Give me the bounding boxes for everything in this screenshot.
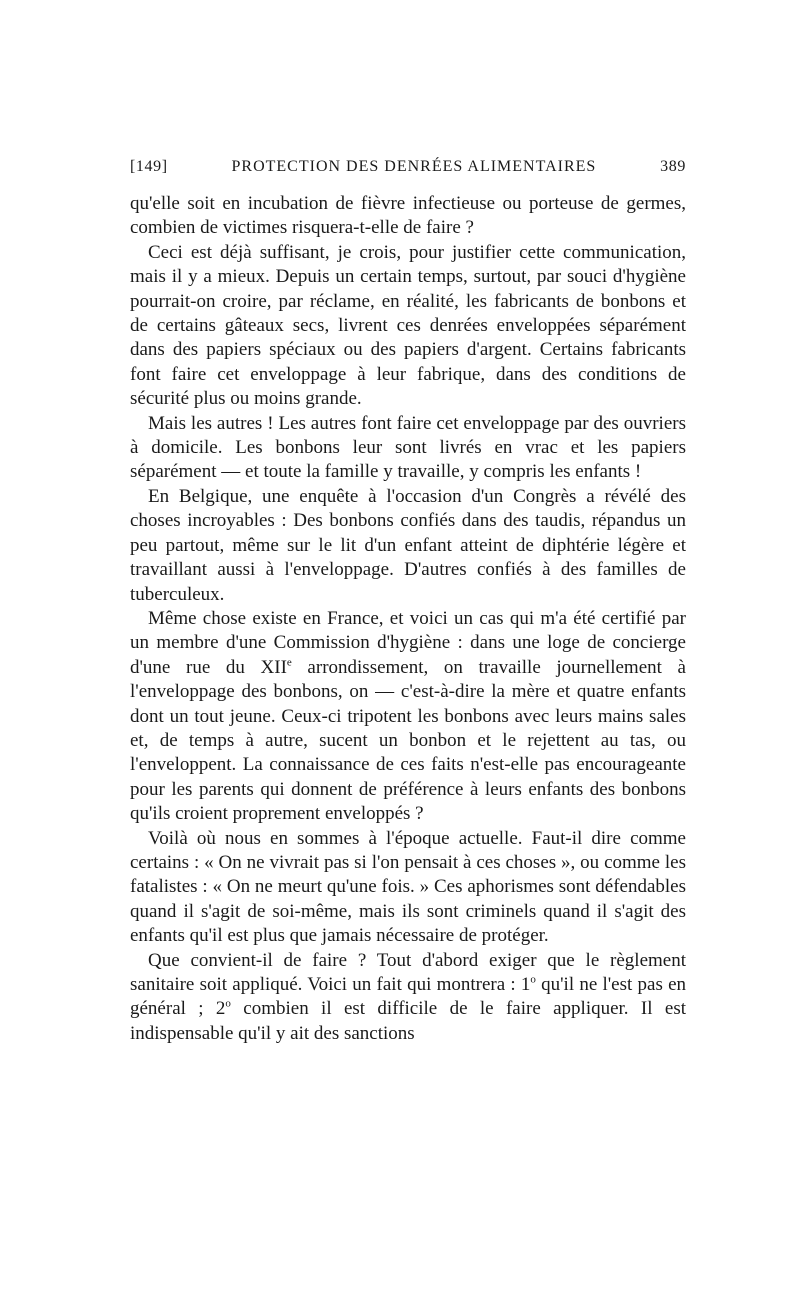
page-number: 389 xyxy=(660,158,686,175)
paragraph-5-part-1: Même chose existe en France, et voici un cas qui m'a été certifié par un membre d'une Commission d'hygiène : dans une loge de concierge d'une rue du XII xyxy=(130,607,686,678)
running-title: PROTECTION DES DENRÉES ALIMENTAIRES xyxy=(231,158,597,175)
body-text xyxy=(130,192,686,1046)
paragraph-5-superscript: e xyxy=(286,656,292,669)
paragraph-7-part-2: qu'il ne l'est pas en général ; 2 xyxy=(130,974,687,1020)
paragraph-5 xyxy=(130,607,686,827)
page-reference: [149] xyxy=(130,158,168,175)
paragraph-6: Voilà où nous en sommes à l'époque actuelle. Faut-il dire comme certains : « On ne vivrait pas si l'on pensait à ces choses », ou comme les fatalistes : « On ne meurt qu'une fois. » Ces aphorismes sont défendables quand il s'agit de soi-même, mais ils sont criminels quand il s'agit des enfants qu'il est plus que jamais nécessaire de protéger. xyxy=(130,827,686,947)
paragraph-4: En Belgique, une enquête à l'occasion d'un Congrès a révélé des choses incroyables : Des bonbons confiés dans des taudis, répandus un peu partout, même sur le lit d'un enfant atteint de diphtérie légère et travaillant aussi à l'enveloppage. D'autres confiés à des familles de tuberculeux. xyxy=(130,485,686,605)
paragraph-5-part-2: arrondissement, on travaille journellement à l'enveloppage des bonbons, on — c'est-à-dire la mère et quatre enfants dont un tout jeune. Ceux-ci tripotent les bonbons avec leurs mains sales et, de temps à autre, sucent un bonbon et le rejettent au tas, ou l'enveloppent. La connaissance de ces faits n'est-elle pas encourageante pour les parents qui donnent de préférence à leurs enfants des bonbons qu'ils croient proprement enveloppés ? xyxy=(130,656,686,825)
book-page xyxy=(130,158,686,1046)
paragraph-3: Mais les autres ! Les autres font faire cet enveloppage par des ouvriers à domicile. Les bonbons leur sont livrés en vrac et les papiers séparément — et toute la famille y travaille, y compris les enfants ! xyxy=(130,412,686,483)
paragraph-7-superscript-1: o xyxy=(530,973,536,986)
paragraph-7 xyxy=(130,949,686,1047)
running-header xyxy=(130,158,686,180)
paragraph-7-part-3: combien il est difficile de le faire appliquer. Il est indispensable qu'il y ait des sanctions xyxy=(130,998,686,1044)
paragraph-7-superscript-2: o xyxy=(225,998,231,1011)
paragraph-7-part-1: Que convient-il de faire ? Tout d'abord exiger que le règlement sanitaire soit appliqué. Voici un fait qui montrera : 1 xyxy=(130,949,686,995)
paragraph-2: Ceci est déjà suffisant, je crois, pour justifier cette communication, mais il y a mieux. Depuis un certain temps, surtout, par souci d'hygiène pourrait-on croire, par réclame, en réalité, les fabricants de bonbons et de certains gâteaux secs, livrent ces denrées enveloppées séparément dans des papiers spéciaux ou des papiers d'argent. Certains fabricants font faire cet enveloppage à leur fabrique, dans des conditions de sécurité plus ou moins grande. xyxy=(130,241,686,410)
paragraph-1: qu'elle soit en incubation de fièvre infectieuse ou porteuse de germes, combien de victimes risquera-t-elle de faire ? xyxy=(130,193,686,239)
